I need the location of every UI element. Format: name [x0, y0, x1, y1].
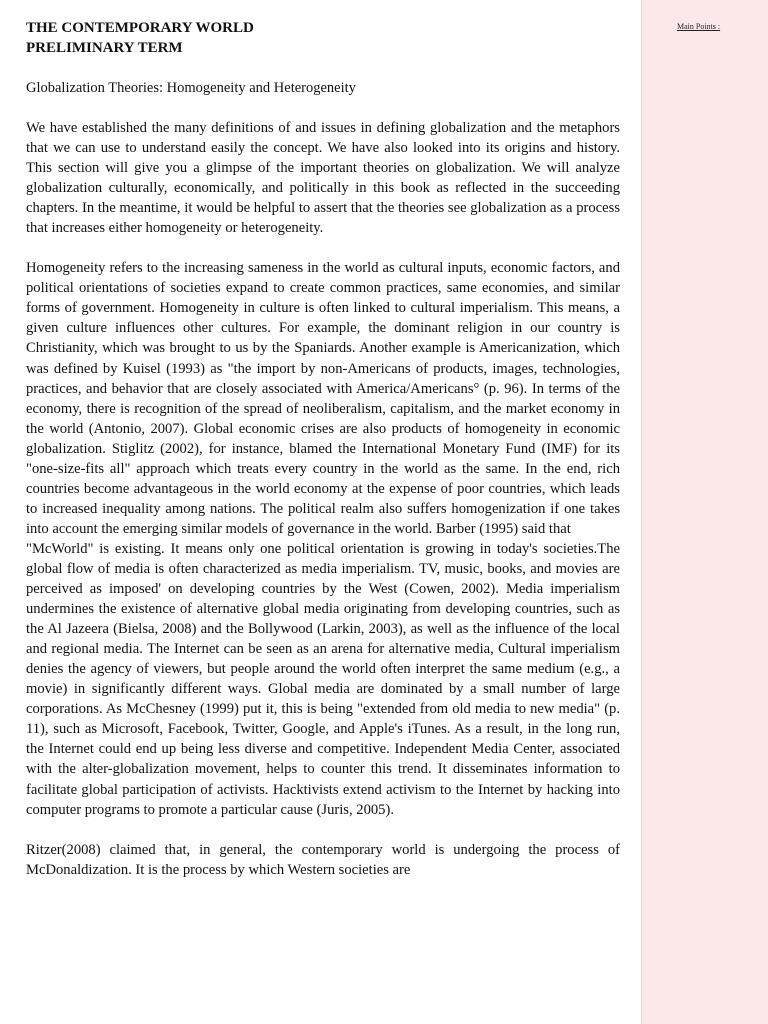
- section-heading: Globalization Theories: Homogeneity and Heterogeneity: [26, 80, 356, 96]
- paragraph-mcdonaldization: Ritzer(2008) claimed that, in general, the contemporary world is undergoing the process of McDonaldization. It is the process by which Western societies are: [26, 841, 620, 878]
- notes-margin: [641, 0, 768, 1024]
- paragraph-homogeneity: Homogeneity refers to the increasing sameness in the world as cultural inputs, economic factors, and political orientations of societies expand to create common practices, same economies, and similar forms of government. Homogeneity in culture is often linked to cultural imperialism. This means, a given culture influences other cultures. For example, the dominant religion in our country is Christianity, which was brought to us by the Spaniards. Another example is Americanization, which was defined by Kuisel (1993) as "the import by non-Americans of products, images, technologies, practices, and behavior that are closely associated with America/Americans° (p. 96). In terms of the economy, there is recognition of the spread of neoliberalism, capitalism, and the market economy in the world (Antonio, 2007). Global economic crises are also products of homogeneity in economic globalization. Stiglitz (2002), for instance, blamed the International Monetary Fund (IMF) for its "one-size-fits all" approach which treats every country in the world as the same. In the end, rich countries become advantageous in the world economy at the expense of poor countries, which leads to increased inequality among nations. The political realm also suffers homogenization if one takes into account the emerging similar models of governance in the world. Barber (1995) said that: [26, 260, 620, 537]
- document-content: [26, 18, 620, 880]
- paragraph-intro: We have established the many definitions of and issues in defining globalization and the metaphors that we can use to understand easily the concept. We have also looked into its origins and history. This section will give you a glimpse of the important theories on globalization. We will analyze globalization culturally, economically, and politically in this book as reflected in the succeeding chapters. In the meantime, it would be helpful to assert that the theories see globalization as a process that increases either homogeneity or heterogeneity.: [26, 120, 620, 237]
- course-title: THE CONTEMPORARY WORLD: [26, 20, 254, 36]
- term-title: PRELIMINARY TERM: [26, 40, 183, 56]
- main-points-label: Main Points :: [677, 22, 721, 31]
- paragraph-mcworld: "McWorld" is existing. It means only one political orientation is growing in today's societies.The global flow of media is often characterized as media imperialism. TV, music, books, and movies are perceived as imposed' on developing countries by the West (Cowen, 2002). Media imperialism undermines the existence of alternative global media originating from developing countries, such as the Al Jazeera (Bielsa, 2008) and the Bollywood (Larkin, 2003), as well as the influence of the local and regional media. The Internet can be seen as an arena for alternative media, Cultural imperialism denies the agency of viewers, but people around the world often interpret the same medium (e.g., a movie) in significantly different ways. Global media are dominated by a small number of large corporations. As McChesney (1999) put it, this is being "extended from old media to new media" (p. 11), such as Microsoft, Facebook, Twitter, Google, and Apple's iTunes. As a result, in the long run, the Internet could end up being less diverse and competitive. Independent Media Center, associated with the alter-globalization movement, helps to counter this trend. It disseminates information to facilitate global participation of activists. Hacktivists extend activism to the Internet by hacking into computer programs to promote a particular cause (Juris, 2005).: [26, 540, 620, 818]
